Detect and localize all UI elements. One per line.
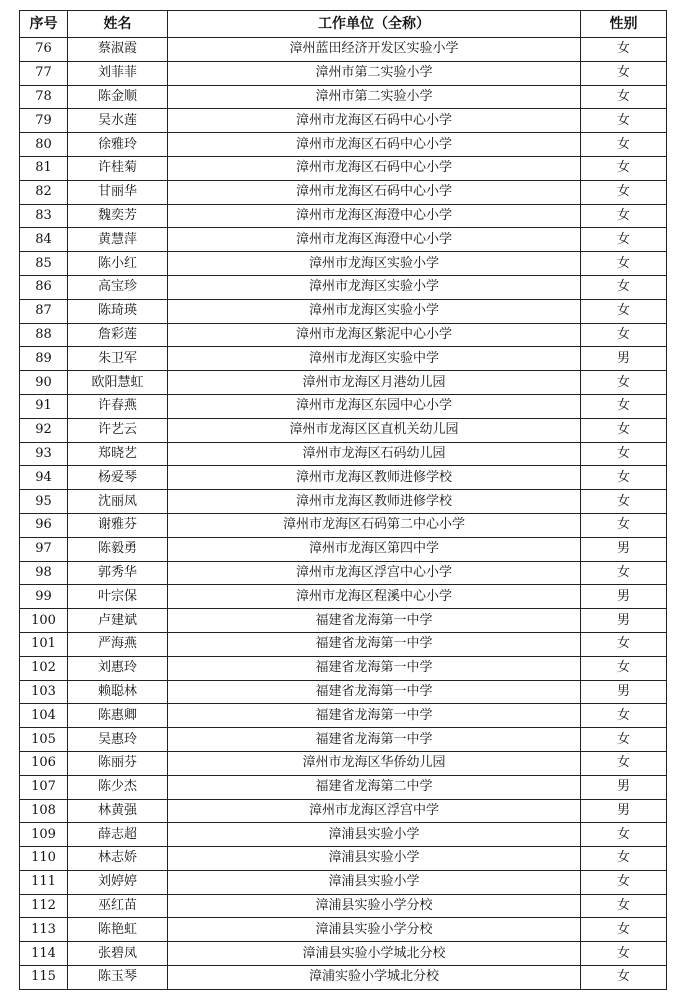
cell-name: 刘惠玲 bbox=[68, 656, 168, 680]
table-row bbox=[20, 323, 667, 347]
cell-name: 林志娇 bbox=[68, 847, 168, 871]
cell-no: 94 bbox=[20, 466, 68, 490]
cell-no: 99 bbox=[20, 585, 68, 609]
cell-gender: 男 bbox=[581, 799, 667, 823]
table-row bbox=[20, 537, 667, 561]
cell-gender: 男 bbox=[581, 585, 667, 609]
cell-gender: 女 bbox=[581, 85, 667, 109]
cell-name: 陈丽芬 bbox=[68, 751, 168, 775]
cell-name: 郭秀华 bbox=[68, 561, 168, 585]
cell-name: 陈毅勇 bbox=[68, 537, 168, 561]
cell-no: 101 bbox=[20, 632, 68, 656]
cell-unit: 福建省龙海第一中学 bbox=[168, 704, 581, 728]
cell-name: 陈金顺 bbox=[68, 85, 168, 109]
cell-name: 许艺云 bbox=[68, 418, 168, 442]
table-row bbox=[20, 704, 667, 728]
cell-name: 刘菲菲 bbox=[68, 61, 168, 85]
cell-gender: 女 bbox=[581, 870, 667, 894]
cell-name: 陈琦瑛 bbox=[68, 299, 168, 323]
header-unit: 工作单位（全称） bbox=[168, 11, 581, 38]
cell-gender: 女 bbox=[581, 394, 667, 418]
cell-no: 113 bbox=[20, 918, 68, 942]
cell-name: 陈惠卿 bbox=[68, 704, 168, 728]
header-no: 序号 bbox=[20, 11, 68, 38]
table-row bbox=[20, 847, 667, 871]
cell-name: 林黄强 bbox=[68, 799, 168, 823]
cell-unit: 漳州市龙海区华侨幼儿园 bbox=[168, 751, 581, 775]
cell-no: 88 bbox=[20, 323, 68, 347]
cell-gender: 女 bbox=[581, 252, 667, 276]
cell-no: 95 bbox=[20, 490, 68, 514]
header-gender: 性别 bbox=[581, 11, 667, 38]
cell-gender: 女 bbox=[581, 513, 667, 537]
cell-no: 115 bbox=[20, 966, 68, 990]
cell-gender: 女 bbox=[581, 751, 667, 775]
cell-no: 76 bbox=[20, 38, 68, 62]
table-row bbox=[20, 299, 667, 323]
cell-unit: 漳州市龙海区石码中心小学 bbox=[168, 180, 581, 204]
table-row bbox=[20, 751, 667, 775]
cell-unit: 漳州市龙海区东园中心小学 bbox=[168, 394, 581, 418]
roster-body bbox=[20, 38, 667, 990]
cell-name: 欧阳慧虹 bbox=[68, 371, 168, 395]
cell-no: 81 bbox=[20, 156, 68, 180]
cell-gender: 女 bbox=[581, 823, 667, 847]
cell-unit: 漳浦县实验小学分校 bbox=[168, 894, 581, 918]
cell-no: 103 bbox=[20, 680, 68, 704]
cell-gender: 女 bbox=[581, 847, 667, 871]
table-row bbox=[20, 204, 667, 228]
cell-gender: 女 bbox=[581, 490, 667, 514]
table-row bbox=[20, 133, 667, 157]
cell-name: 吴水莲 bbox=[68, 109, 168, 133]
cell-unit: 福建省龙海第二中学 bbox=[168, 775, 581, 799]
cell-gender: 男 bbox=[581, 609, 667, 633]
cell-no: 87 bbox=[20, 299, 68, 323]
cell-gender: 女 bbox=[581, 299, 667, 323]
table-row bbox=[20, 442, 667, 466]
table-row bbox=[20, 894, 667, 918]
table-row bbox=[20, 61, 667, 85]
cell-no: 108 bbox=[20, 799, 68, 823]
cell-unit: 漳州市龙海区石码中心小学 bbox=[168, 133, 581, 157]
cell-gender: 男 bbox=[581, 680, 667, 704]
cell-no: 91 bbox=[20, 394, 68, 418]
table-row bbox=[20, 228, 667, 252]
cell-name: 谢雅芬 bbox=[68, 513, 168, 537]
cell-no: 105 bbox=[20, 728, 68, 752]
cell-gender: 女 bbox=[581, 61, 667, 85]
table-row bbox=[20, 870, 667, 894]
cell-unit: 漳州市龙海区教师进修学校 bbox=[168, 466, 581, 490]
cell-unit: 福建省龙海第一中学 bbox=[168, 680, 581, 704]
cell-gender: 女 bbox=[581, 561, 667, 585]
table-row bbox=[20, 918, 667, 942]
cell-name: 卢建斌 bbox=[68, 609, 168, 633]
cell-no: 97 bbox=[20, 537, 68, 561]
cell-name: 陈艳虹 bbox=[68, 918, 168, 942]
cell-gender: 女 bbox=[581, 180, 667, 204]
cell-no: 86 bbox=[20, 275, 68, 299]
cell-no: 112 bbox=[20, 894, 68, 918]
table-row bbox=[20, 180, 667, 204]
cell-unit: 漳州市龙海区月港幼儿园 bbox=[168, 371, 581, 395]
cell-no: 83 bbox=[20, 204, 68, 228]
cell-name: 严海燕 bbox=[68, 632, 168, 656]
table-row bbox=[20, 38, 667, 62]
cell-no: 82 bbox=[20, 180, 68, 204]
cell-no: 100 bbox=[20, 609, 68, 633]
cell-gender: 女 bbox=[581, 323, 667, 347]
cell-name: 吴惠玲 bbox=[68, 728, 168, 752]
cell-name: 魏奕芳 bbox=[68, 204, 168, 228]
table-row bbox=[20, 680, 667, 704]
cell-name: 巫红苗 bbox=[68, 894, 168, 918]
cell-name: 甘丽华 bbox=[68, 180, 168, 204]
cell-unit: 福建省龙海第一中学 bbox=[168, 728, 581, 752]
cell-no: 77 bbox=[20, 61, 68, 85]
cell-no: 109 bbox=[20, 823, 68, 847]
cell-gender: 女 bbox=[581, 38, 667, 62]
cell-name: 黄慧萍 bbox=[68, 228, 168, 252]
cell-unit: 漳州市龙海区浮宫中心小学 bbox=[168, 561, 581, 585]
cell-no: 93 bbox=[20, 442, 68, 466]
cell-name: 朱卫军 bbox=[68, 347, 168, 371]
cell-gender: 女 bbox=[581, 704, 667, 728]
cell-name: 陈小红 bbox=[68, 252, 168, 276]
cell-name: 詹彩莲 bbox=[68, 323, 168, 347]
cell-name: 许桂菊 bbox=[68, 156, 168, 180]
table-row bbox=[20, 632, 667, 656]
cell-unit: 漳州市龙海区石码中心小学 bbox=[168, 156, 581, 180]
table-row bbox=[20, 942, 667, 966]
table-row bbox=[20, 347, 667, 371]
cell-no: 114 bbox=[20, 942, 68, 966]
cell-no: 79 bbox=[20, 109, 68, 133]
cell-unit: 漳州市龙海区实验小学 bbox=[168, 299, 581, 323]
cell-no: 104 bbox=[20, 704, 68, 728]
table-row bbox=[20, 466, 667, 490]
cell-no: 102 bbox=[20, 656, 68, 680]
cell-gender: 女 bbox=[581, 228, 667, 252]
cell-no: 80 bbox=[20, 133, 68, 157]
cell-name: 陈玉琴 bbox=[68, 966, 168, 990]
cell-no: 78 bbox=[20, 85, 68, 109]
cell-unit: 漳州市龙海区石码第二中心小学 bbox=[168, 513, 581, 537]
table-row bbox=[20, 418, 667, 442]
cell-no: 85 bbox=[20, 252, 68, 276]
table-row bbox=[20, 656, 667, 680]
cell-name: 陈少杰 bbox=[68, 775, 168, 799]
cell-unit: 漳浦县实验小学 bbox=[168, 847, 581, 871]
cell-gender: 女 bbox=[581, 371, 667, 395]
cell-unit: 漳浦实验小学城北分校 bbox=[168, 966, 581, 990]
table-row bbox=[20, 513, 667, 537]
cell-unit: 漳浦县实验小学城北分校 bbox=[168, 942, 581, 966]
cell-unit: 漳州市龙海区教师进修学校 bbox=[168, 490, 581, 514]
cell-name: 高宝珍 bbox=[68, 275, 168, 299]
cell-gender: 女 bbox=[581, 418, 667, 442]
cell-no: 90 bbox=[20, 371, 68, 395]
cell-unit: 福建省龙海第一中学 bbox=[168, 656, 581, 680]
cell-name: 刘婷婷 bbox=[68, 870, 168, 894]
cell-name: 杨爱琴 bbox=[68, 466, 168, 490]
cell-gender: 女 bbox=[581, 204, 667, 228]
cell-name: 蔡淑霞 bbox=[68, 38, 168, 62]
cell-no: 106 bbox=[20, 751, 68, 775]
cell-gender: 女 bbox=[581, 966, 667, 990]
cell-name: 叶宗保 bbox=[68, 585, 168, 609]
cell-unit: 漳州市龙海区石码中心小学 bbox=[168, 109, 581, 133]
table-row bbox=[20, 252, 667, 276]
cell-gender: 女 bbox=[581, 156, 667, 180]
header-name: 姓名 bbox=[68, 11, 168, 38]
cell-name: 薛志超 bbox=[68, 823, 168, 847]
cell-gender: 女 bbox=[581, 728, 667, 752]
cell-unit: 漳浦县实验小学 bbox=[168, 823, 581, 847]
cell-gender: 女 bbox=[581, 894, 667, 918]
cell-unit: 漳州蓝田经济开发区实验小学 bbox=[168, 38, 581, 62]
table-row bbox=[20, 966, 667, 990]
table-row bbox=[20, 561, 667, 585]
cell-unit: 漳州市龙海区实验中学 bbox=[168, 347, 581, 371]
cell-unit: 漳州市第二实验小学 bbox=[168, 61, 581, 85]
table-row bbox=[20, 775, 667, 799]
cell-name: 沈丽凤 bbox=[68, 490, 168, 514]
cell-unit: 漳州市龙海区实验小学 bbox=[168, 252, 581, 276]
cell-no: 96 bbox=[20, 513, 68, 537]
table-row bbox=[20, 371, 667, 395]
cell-gender: 女 bbox=[581, 133, 667, 157]
cell-name: 许春燕 bbox=[68, 394, 168, 418]
cell-gender: 女 bbox=[581, 109, 667, 133]
cell-no: 111 bbox=[20, 870, 68, 894]
cell-unit: 漳州市龙海区程溪中心小学 bbox=[168, 585, 581, 609]
cell-gender: 男 bbox=[581, 775, 667, 799]
table-row bbox=[20, 799, 667, 823]
table-row bbox=[20, 109, 667, 133]
cell-gender: 女 bbox=[581, 656, 667, 680]
table-row bbox=[20, 585, 667, 609]
table-row bbox=[20, 823, 667, 847]
cell-no: 84 bbox=[20, 228, 68, 252]
cell-no: 89 bbox=[20, 347, 68, 371]
cell-unit: 漳州市龙海区海澄中心小学 bbox=[168, 228, 581, 252]
cell-name: 郑晓艺 bbox=[68, 442, 168, 466]
cell-gender: 男 bbox=[581, 537, 667, 561]
cell-gender: 女 bbox=[581, 466, 667, 490]
cell-unit: 漳州市龙海区第四中学 bbox=[168, 537, 581, 561]
cell-name: 赖聪林 bbox=[68, 680, 168, 704]
cell-no: 92 bbox=[20, 418, 68, 442]
cell-gender: 女 bbox=[581, 942, 667, 966]
cell-unit: 漳州市龙海区石码幼儿园 bbox=[168, 442, 581, 466]
header-row bbox=[20, 11, 667, 38]
cell-no: 110 bbox=[20, 847, 68, 871]
cell-unit: 福建省龙海第一中学 bbox=[168, 632, 581, 656]
cell-name: 张碧凤 bbox=[68, 942, 168, 966]
table-row bbox=[20, 490, 667, 514]
table-row bbox=[20, 85, 667, 109]
cell-unit: 漳浦县实验小学分校 bbox=[168, 918, 581, 942]
cell-unit: 漳州市龙海区实验小学 bbox=[168, 275, 581, 299]
cell-unit: 漳浦县实验小学 bbox=[168, 870, 581, 894]
roster-table bbox=[19, 10, 667, 990]
table-row bbox=[20, 394, 667, 418]
cell-unit: 漳州市龙海区紫泥中心小学 bbox=[168, 323, 581, 347]
cell-unit: 漳州市第二实验小学 bbox=[168, 85, 581, 109]
cell-gender: 女 bbox=[581, 442, 667, 466]
cell-gender: 女 bbox=[581, 275, 667, 299]
cell-gender: 女 bbox=[581, 918, 667, 942]
table-row bbox=[20, 275, 667, 299]
cell-unit: 漳州市龙海区浮宫中学 bbox=[168, 799, 581, 823]
cell-name: 徐雅玲 bbox=[68, 133, 168, 157]
cell-unit: 漳州市龙海区海澄中心小学 bbox=[168, 204, 581, 228]
table-row bbox=[20, 156, 667, 180]
table-row bbox=[20, 728, 667, 752]
cell-no: 107 bbox=[20, 775, 68, 799]
cell-gender: 女 bbox=[581, 632, 667, 656]
cell-no: 98 bbox=[20, 561, 68, 585]
cell-unit: 漳州市龙海区区直机关幼儿园 bbox=[168, 418, 581, 442]
table-row bbox=[20, 609, 667, 633]
cell-unit: 福建省龙海第一中学 bbox=[168, 609, 581, 633]
cell-gender: 男 bbox=[581, 347, 667, 371]
